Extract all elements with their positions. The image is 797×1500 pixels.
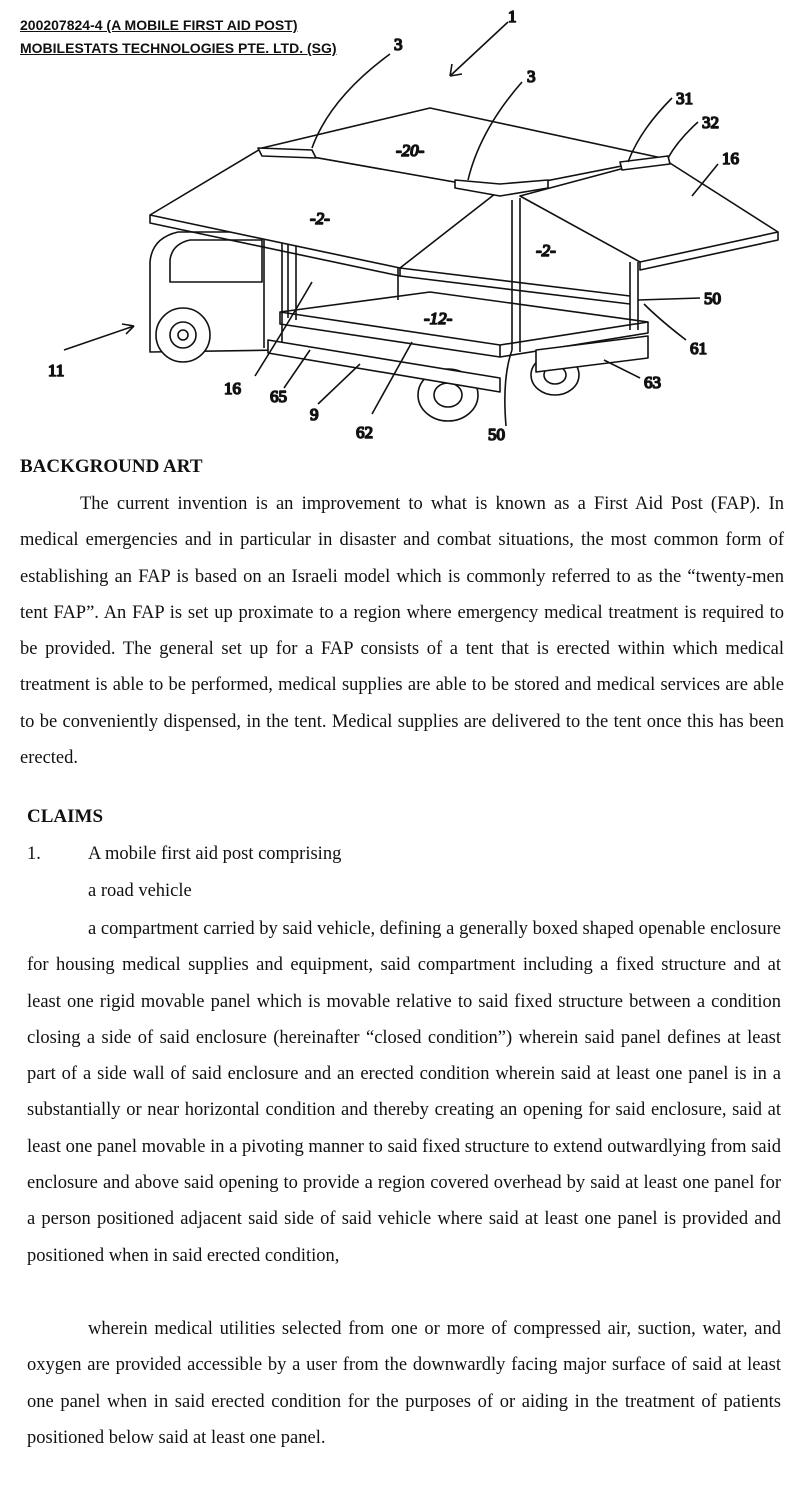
leader-9 [318, 364, 360, 404]
ref-label-3a: 3 [394, 35, 403, 54]
background-heading: BACKGROUND ART [20, 456, 203, 477]
panel-label-20: -20- [396, 141, 425, 160]
header-application-number: 200207824-4 (A MOBILE FIRST AID POST) [20, 17, 298, 33]
ref-label-16a: 16 [722, 149, 739, 168]
vehicle-drawing [0, 0, 797, 450]
claim-number: 1. [27, 844, 41, 864]
ref-label-61: 61 [690, 339, 707, 358]
leader-50a [505, 350, 512, 426]
leader-1 [450, 22, 508, 76]
leader-32 [668, 122, 698, 158]
claim-preamble: A mobile first aid post comprising [88, 844, 342, 864]
panel-label-12: -12- [424, 309, 453, 328]
background-paragraph: The current invention is an improvement to what is known as a First Aid Post (FAP). In medical emergencies and in particular in disaster and combat situations, the most common form of establishing an FAP is based on an Israeli model which is commonly referred to as the “twenty-men tent FAP”. An FAP is set up proximate to a region where emergency medical treatment is required to be provided. The general set up for a FAP consists of a tent that is erected within which medical treatment is able to be performed, medical supplies are able to be stored and medical services are able to be conveniently dispensed, in the tent. Medical supplies are delivered to the tent once this has been erected. [20, 494, 784, 769]
leader-50b [638, 298, 700, 300]
header-applicant: MOBILESTATS TECHNOLOGIES PTE. LTD. (SG) [20, 40, 337, 56]
ref-label-65: 65 [270, 387, 287, 406]
ref-label-50a: 50 [488, 425, 505, 444]
ref-label-31: 31 [676, 89, 693, 108]
panel-label-2b: -2- [536, 241, 556, 260]
leader-62 [372, 342, 412, 414]
lower-step-panel [268, 340, 500, 392]
leader-61 [644, 304, 686, 340]
ref-label-63: 63 [644, 373, 661, 392]
patent-figure [0, 0, 797, 450]
front-wheel [156, 308, 210, 362]
hinge-left [258, 148, 316, 158]
ref-label-32: 32 [702, 113, 719, 132]
claim-element-utilities: wherein medical utilities selected from one or more of compressed air, suction, water, and oxygen are provided accessible by a user from the downwardly facing major surface of said at least one panel when in said erected condition for the purposes of or aiding in the treatment of patients positioned below said at least one panel. [27, 1319, 781, 1448]
ref-label-1: 1 [508, 7, 517, 26]
ref-label-62: 62 [356, 423, 373, 442]
leader-11 [64, 326, 134, 350]
ref-label-16b: 16 [224, 379, 241, 398]
claims-heading: CLAIMS [27, 806, 104, 827]
ref-label-9: 9 [310, 405, 319, 424]
claim-element-vehicle: a road vehicle [88, 881, 192, 901]
claim-element-compartment: a compartment carried by said vehicle, defining a generally boxed shaped openable enclosure for housing medical supplies and equipment, said compartment including a fixed structure and at least one rigid movable panel which is movable relative to said fixed structure between a condition closing a side of said enclosure (hereinafter “closed condition”) wherein said panel defines at least part of a side wall of said enclosure and an erected condition wherein said at least one panel is in a substantially or near horizontal condition and thereby creating an opening for said enclosure, said at least one panel movable in a pivoting manner to said fixed structure to extend outwardlying from said enclosure and above said opening to provide a region covered overhead by said at least one panel for a person positioned adjacent said side of said vehicle where said at least one panel is provided and positioned when in said erected condition, [27, 919, 781, 1266]
ref-label-3b: 3 [527, 67, 536, 86]
panel-label-2a: -2- [310, 209, 330, 228]
leader-63 [604, 360, 640, 378]
ref-label-11: 11 [48, 361, 65, 380]
ref-label-50b: 50 [704, 289, 721, 308]
